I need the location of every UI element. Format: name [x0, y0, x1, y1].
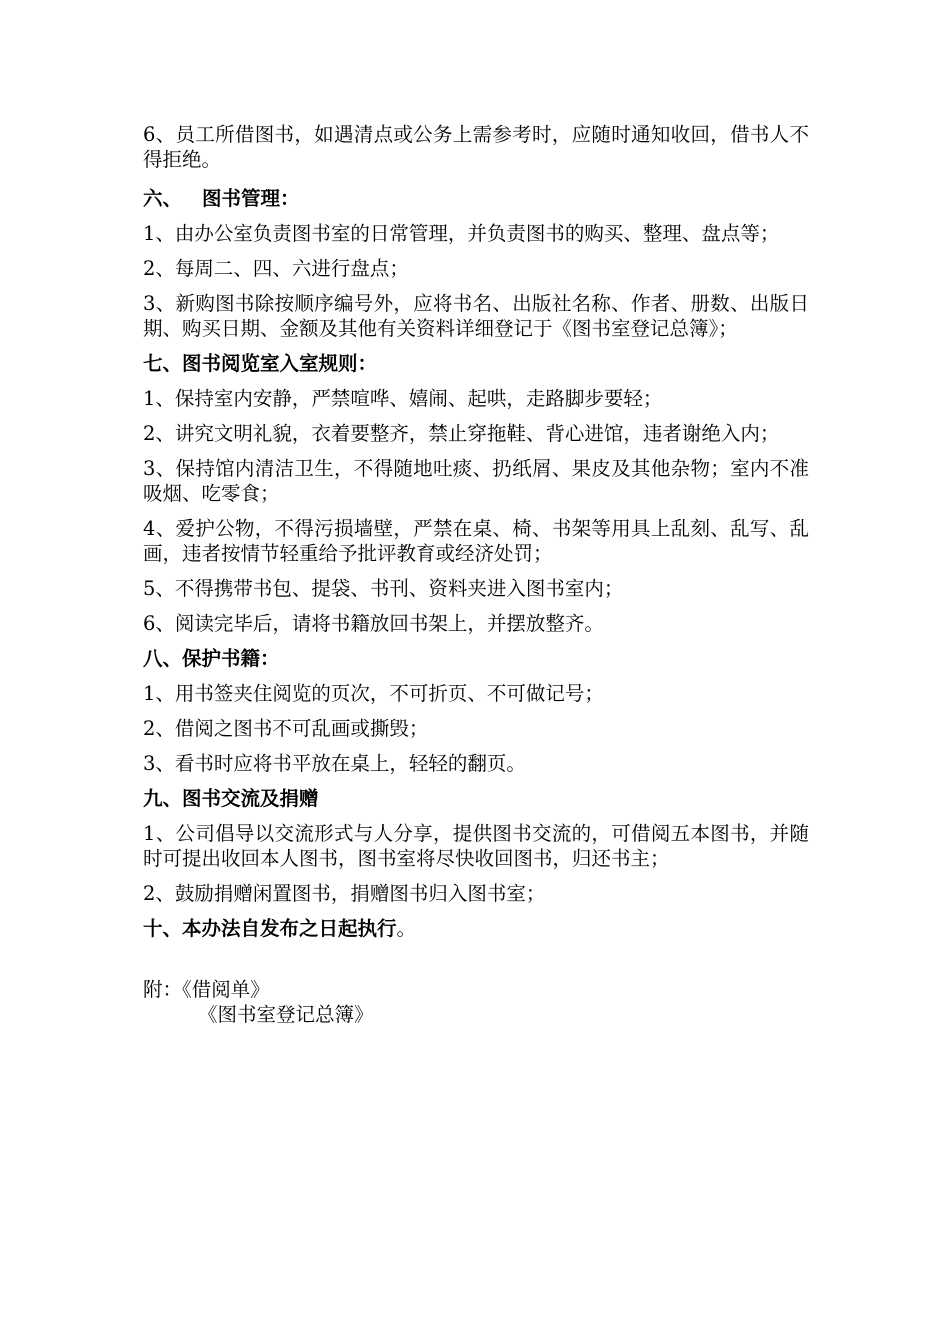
section-heading — [143, 186, 809, 211]
document-body — [143, 122, 809, 906]
appendix-line-1 — [143, 977, 809, 1002]
rule-paragraph: 3、看书时应将书平放在桌上，轻轻的翻页。 — [143, 752, 526, 775]
appendix-item-register: 《图书室登记总簿》 — [198, 1003, 374, 1026]
section-heading — [143, 786, 809, 811]
appendix-label: 附： — [143, 978, 183, 1001]
section-heading — [143, 646, 809, 671]
final-clause-period: 。 — [396, 917, 417, 940]
rule-paragraph: 2、借阅之图书不可乱画或撕毁； — [143, 717, 429, 740]
rule-paragraph: 1、用书签夹住阅览的页次，不可折页、不可做记号； — [143, 682, 604, 705]
rule-paragraph: 2、讲究文明礼貌，衣着要整齐，禁止穿拖鞋、背心进馆，违者谢绝入内； — [143, 422, 780, 445]
rule-paragraph: 6、阅读完毕后，请将书籍放回书架上，并摆放整齐。 — [143, 612, 604, 635]
rule-paragraph: 1、公司倡导以交流形式与人分享，提供图书交流的，可借阅五本图书，并随时可提出收回本人图书，图书室将尽快收回图书，归还书主； — [143, 822, 809, 870]
rule-paragraph: 3、新购图书除按顺序编号外，应将书名、出版社名称、作者、册数、出版日期、购买日期、金额及其他有关资料详细登记于《图书室登记总簿》； — [143, 292, 809, 340]
section-title: 七、图书阅览室入室规则： — [143, 352, 378, 375]
rule-paragraph: 4、爱护公物，不得污损墙壁，严禁在桌、椅、书架等用具上乱刻、乱写、乱画，违者按情节轻重给予批评教育或经济处罚； — [143, 517, 809, 565]
document-page — [143, 122, 809, 1027]
rule-paragraph: 3、保持馆内清洁卫生，不得随地吐痰、扔纸屑、果皮及其他杂物；室内不准吸烟、吃零食； — [143, 457, 809, 505]
final-clause-text: 十、本办法自发布之日起执行 — [143, 917, 397, 940]
rule-paragraph: 2、每周二、四、六进行盘点； — [143, 257, 409, 280]
section-number: 六、 — [143, 187, 183, 210]
section-title: 图书管理： — [202, 187, 300, 210]
appendix-line-2 — [143, 1002, 809, 1027]
rule-paragraph: 2、鼓励捐赠闲置图书，捐赠图书归入图书室； — [143, 882, 546, 905]
rule-paragraph: 1、保持室内安静，严禁喧哗、嬉闹、起哄，走路脚步要轻； — [143, 387, 663, 410]
appendix-item-borrow-form: 《借阅单》 — [182, 978, 270, 1001]
section-heading — [143, 351, 809, 376]
section-title: 八、保护书籍： — [143, 647, 280, 670]
appendix — [143, 977, 809, 1027]
rule-paragraph: 6、员工所借图书，如遇清点或公务上需参考时，应随时通知收回，借书人不得拒绝。 — [143, 123, 809, 171]
section-title: 九、图书交流及捐赠 — [143, 787, 319, 810]
rule-paragraph: 5、不得携带书包、提袋、书刊、资料夹进入图书室内； — [143, 577, 624, 600]
rule-paragraph: 1、由办公室负责图书室的日常管理，并负责图书的购买、整理、盘点等； — [143, 222, 780, 245]
final-clause — [143, 916, 809, 941]
